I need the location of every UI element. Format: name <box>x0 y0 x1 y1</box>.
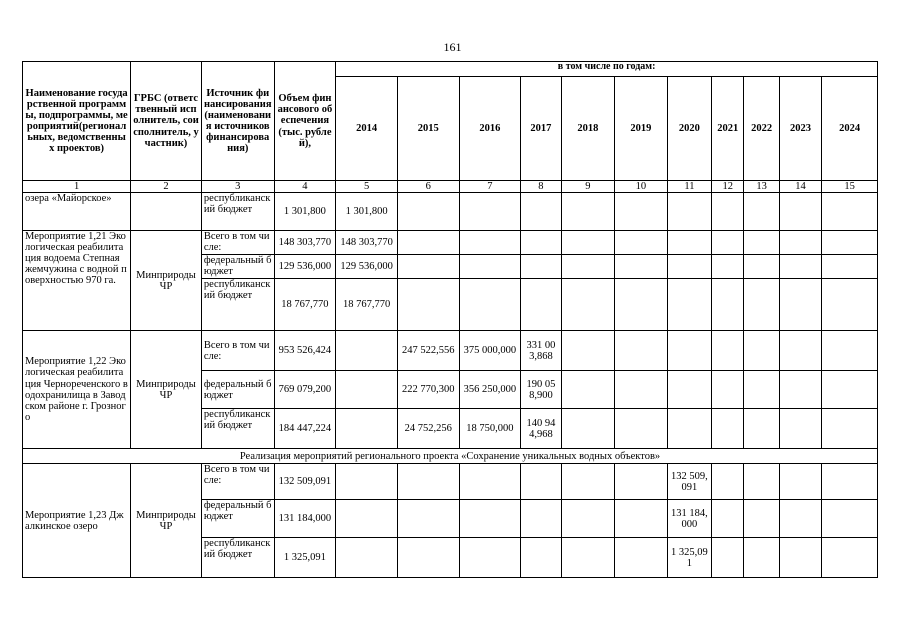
total-value: 769 079,200 <box>274 371 336 409</box>
column-number: 15 <box>822 181 878 193</box>
funding-source: федеральный бюджет <box>201 255 274 279</box>
grbs-cell: Минприроды ЧР <box>131 231 202 331</box>
measure-name: Мероприятие 1,22 Экологическая реабилитация Чернореченского водохранилища в Заводском районе г. Грозного <box>23 331 131 449</box>
header-funding-source: Источник финансирования (наименования источников финансирования) <box>201 62 274 181</box>
header-year: 2022 <box>744 77 779 181</box>
column-number: 10 <box>615 181 668 193</box>
column-numbers-row <box>23 181 878 193</box>
table-row <box>23 331 878 371</box>
funding-source: республиканский бюджет <box>201 193 274 231</box>
header-year: 2020 <box>667 77 711 181</box>
total-value: 1 325,091 <box>274 538 336 578</box>
year-value: 18 750,000 <box>459 409 521 449</box>
header-year: 2021 <box>712 77 744 181</box>
column-number: 3 <box>201 181 274 193</box>
funding-source: республиканский бюджет <box>201 409 274 449</box>
table-row <box>23 231 878 255</box>
year-value: 131 184,000 <box>667 500 711 538</box>
column-number: 5 <box>336 181 398 193</box>
year-value: 1 325,091 <box>667 538 711 578</box>
total-value: 148 303,770 <box>274 231 336 255</box>
year-value: 331 003,868 <box>521 331 561 371</box>
year-value: 247 522,556 <box>397 331 459 371</box>
column-number: 9 <box>561 181 615 193</box>
measure-name: озера «Майорское» <box>23 193 131 231</box>
column-number: 11 <box>667 181 711 193</box>
header-year: 2016 <box>459 77 521 181</box>
column-number: 6 <box>397 181 459 193</box>
header-year: 2023 <box>779 77 821 181</box>
column-number: 14 <box>779 181 821 193</box>
header-year: 2014 <box>336 77 398 181</box>
total-value: 18 767,770 <box>274 279 336 331</box>
header-grbs: ГРБС (ответственный исполнитель, соисполнитель, участник) <box>131 62 202 181</box>
year-value: 356 250,000 <box>459 371 521 409</box>
total-value: 132 509,091 <box>274 464 336 500</box>
total-value: 129 536,000 <box>274 255 336 279</box>
grbs-cell: Минприроды ЧР <box>131 331 202 449</box>
header-year: 2018 <box>561 77 615 181</box>
financing-table <box>22 61 878 578</box>
year-value: 129 536,000 <box>336 255 398 279</box>
column-number: 2 <box>131 181 202 193</box>
column-number: 12 <box>712 181 744 193</box>
funding-source: федеральный бюджет <box>201 371 274 409</box>
header-total-volume: Объем финансового обеспечения (тыс. рублей), <box>274 62 336 181</box>
year-value: 140 944,968 <box>521 409 561 449</box>
funding-source: Всего в том числе: <box>201 464 274 500</box>
table-row <box>23 449 878 464</box>
header-by-years: в том числе по годам: <box>336 62 878 77</box>
funding-source: республиканский бюджет <box>201 279 274 331</box>
column-number: 13 <box>744 181 779 193</box>
table-row <box>23 193 878 231</box>
funding-source: Всего в том числе: <box>201 331 274 371</box>
grbs-cell: Минприроды ЧР <box>131 464 202 578</box>
year-value: 222 770,300 <box>397 371 459 409</box>
header-program-name: Наименование государственной программы, подпрограммы, мероприятий(региональных, ведомственных проектов) <box>23 62 131 181</box>
column-number: 1 <box>23 181 131 193</box>
column-number: 4 <box>274 181 336 193</box>
header-year: 2024 <box>822 77 878 181</box>
total-value: 953 526,424 <box>274 331 336 371</box>
column-number: 8 <box>521 181 561 193</box>
year-value: 148 303,770 <box>336 231 398 255</box>
year-value: 132 509,091 <box>667 464 711 500</box>
year-value: 190 058,900 <box>521 371 561 409</box>
page-number: 161 <box>443 40 462 54</box>
measure-name: Мероприятие 1,23 Джалкинское озеро <box>23 464 131 578</box>
year-value: 18 767,770 <box>336 279 398 331</box>
total-value: 184 447,224 <box>274 409 336 449</box>
funding-source: республиканский бюджет <box>201 538 274 578</box>
total-value: 1 301,800 <box>274 193 336 231</box>
year-value: 375 000,000 <box>459 331 521 371</box>
year-value: 24 752,256 <box>397 409 459 449</box>
funding-source: федеральный бюджет <box>201 500 274 538</box>
column-number: 7 <box>459 181 521 193</box>
section-title: Реализация мероприятий регионального проекта «Сохранение уникальных водных объектов» <box>23 449 878 464</box>
measure-name: Мероприятие 1,21 Экологическая реабилитация водоема Степная жемчужина с водной поверхностью 970 га. <box>23 231 131 331</box>
header-year: 2017 <box>521 77 561 181</box>
total-value: 131 184,000 <box>274 500 336 538</box>
header-year: 2019 <box>615 77 668 181</box>
header-year: 2015 <box>397 77 459 181</box>
funding-source: Всего в том числе: <box>201 231 274 255</box>
year-value: 1 301,800 <box>336 193 398 231</box>
table-row <box>23 464 878 500</box>
grbs-cell <box>131 193 202 231</box>
